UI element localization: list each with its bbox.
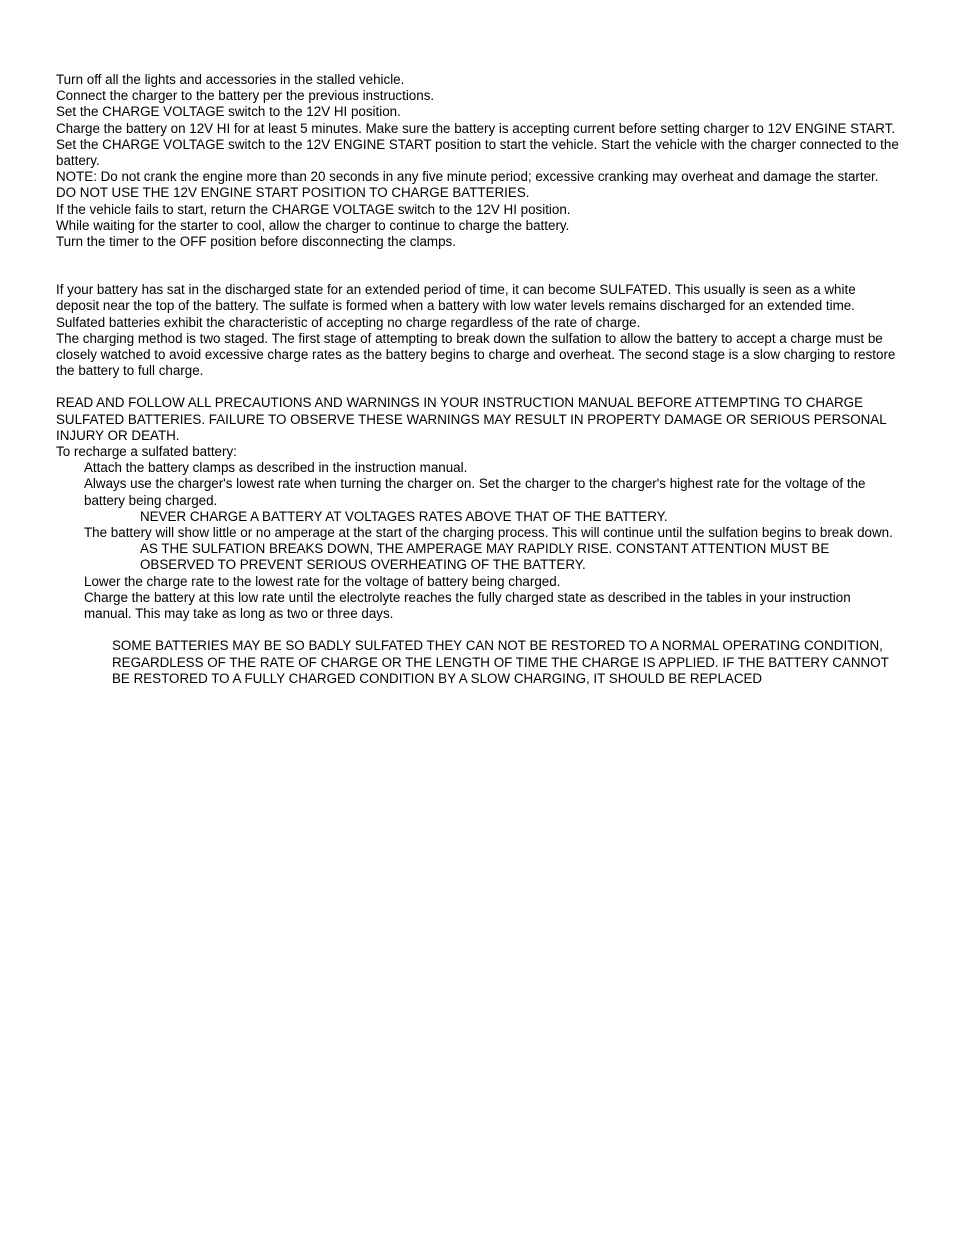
recharge-heading: To recharge a sulfated battery: (56, 444, 237, 460)
recharge-step-slow-charge: Charge the battery at this low rate until the electrolyte reaches the fully charged state as described in the tables in your instruction manual. This may take as long as two or three days. (84, 589, 851, 622)
step-set-voltage: Set the CHARGE VOLTAGE switch to the 12V HI position. (56, 104, 401, 120)
replacement-note: SOME BATTERIES MAY BE SO BADLY SULFATED THEY CAN NOT BE RESTORED TO A NORMAL OPERATING CONDITION, REGARDLESS OF THE RATE OF CHARGE OR THE LENGTH OF TIME THE CHARGE IS APPLIED. IF THE BATTERY CANNOT BE RESTORED TO A FULLY CHARGED CONDITION BY A SLOW CHARGING, IT SHOULD BE REPLACED (112, 638, 889, 686)
sulfated-intro (56, 282, 901, 379)
engine-start-warning: DO NOT USE THE 12V ENGINE START POSITION TO CHARGE BATTERIES. (56, 185, 530, 201)
overheat-caution: AS THE SULFATION BREAKS DOWN, THE AMPERAGE MAY RAPIDLY RISE. CONSTANT ATTENTION MUST BE OBSERVED TO PREVENT SERIOUS OVERHEATING OF THE BATTERY. (140, 541, 830, 573)
recharge-step-rate: Always use the charger's lowest rate when turning the charger on. Set the charger to the charger's highest rate for the voltage of the battery being charged. (84, 476, 866, 508)
precautions-warning: READ AND FOLLOW ALL PRECAUTIONS AND WARNINGS IN YOUR INSTRUCTION MANUAL BEFORE ATTEMPTING TO CHARGE SULFATED BATTERIES. FAILURE TO OBSERVE THESE WARNINGS MAY RESULT IN PROPERTY DAMAGE OR SERIOUS PERSONAL INJURY OR DEATH. (56, 395, 887, 443)
step-starter-cool: While waiting for the starter to cool, allow the charger to continue to charge the battery. (56, 217, 570, 233)
voltage-caution: NEVER CHARGE A BATTERY AT VOLTAGES RATES ABOVE THAT OF THE BATTERY. (140, 508, 668, 524)
recharge-steps (56, 460, 901, 622)
step-connect-charger: Connect the charger to the battery per the previous instructions. (56, 88, 435, 104)
crank-note: NOTE: Do not crank the engine more than 20 seconds in any five minute period; excessive cranking may overheat and damage the starter. (56, 169, 879, 185)
charging-method: The charging method is two staged. The first stage of attempting to break down the sulfation to allow the battery to accept a charge must be closely watched to avoid excessive charge rates as the battery begins to charge and overheat. The second stage is a slow charging to restore the battery to full charge. (56, 330, 896, 379)
recharge-step-lower-rate: Lower the charge rate to the lowest rate for the voltage of battery being charged. (84, 573, 561, 589)
document-page (56, 72, 901, 687)
recharge-step-amperage: The battery will show little or no amperage at the start of the charging process. This will continue until the sulfation begins to break down. (84, 525, 893, 541)
step-fails-to-start: If the vehicle fails to start, return the CHARGE VOLTAGE switch to the 12V HI position. (56, 201, 571, 217)
recharge-step-attach: Attach the battery clamps as described in the instruction manual. (84, 460, 468, 476)
step-charge-and-start: Charge the battery on 12V HI for at least 5 minutes. Make sure the battery is accepting current before setting charger to 12V ENGINE START. Set the CHARGE VOLTAGE switch to the 12V ENGINE START position to start the vehicle. Start the vehicle with the charger connected to the battery. (56, 120, 899, 169)
step-timer-off: Turn the timer to the OFF position before disconnecting the clamps. (56, 234, 456, 250)
sulfated-description: If your battery has sat in the discharged state for an extended period of time, it can become SULFATED. This usually is seen as a white deposit near the top of the battery. The sulfate is formed when a battery with low water levels remains discharged for an extended time. Sulfated batteries exhibit the characteristic of accepting no charge regardless of the rate of charge. (56, 282, 856, 330)
step-lights-off: Turn off all the lights and accessories in the stalled vehicle. (56, 72, 405, 87)
engine-start-steps (56, 72, 901, 250)
